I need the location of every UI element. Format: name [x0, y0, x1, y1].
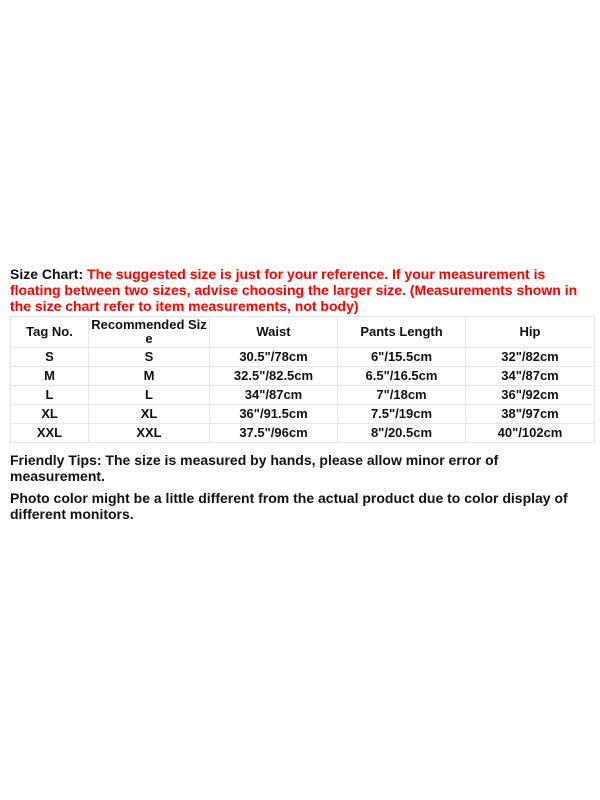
cell-hip: 36"/92cm [466, 386, 595, 405]
cell-waist: 37.5"/96cm [210, 424, 338, 443]
cell-waist: 30.5"/78cm [210, 348, 338, 367]
size-chart-document [10, 266, 594, 522]
table-row [11, 424, 595, 443]
photo-color-note: Photo color might be a little different from the actual product due to color display of different monitors. [10, 490, 568, 522]
friendly-tips: Friendly Tips: The size is measured by hands, please allow minor error of measurement. [10, 452, 499, 484]
cell-tag-no: XL [11, 405, 89, 424]
table-row [11, 386, 595, 405]
cell-waist: 32.5"/82.5cm [210, 367, 338, 386]
cell-tag-no: L [11, 386, 89, 405]
table-row [11, 405, 595, 424]
size-chart-note: The suggested size is just for your reference. If your measurement is floating between two sizes, advise choosing the larger size. (Measurements shown in the size chart refer to item measurements, not body) [10, 266, 578, 314]
table-row [11, 348, 595, 367]
cell-tag-no: S [11, 348, 89, 367]
cell-tag-no: XXL [11, 424, 89, 443]
cell-pants-length: 7"/18cm [338, 386, 466, 405]
cell-hip: 38"/97cm [466, 405, 595, 424]
size-chart-label: Size Chart: [10, 266, 84, 282]
header-hip: Hip [466, 317, 595, 348]
size-chart-intro [10, 266, 594, 314]
cell-recommended-size: L [89, 386, 210, 405]
header-tag-no: Tag No. [11, 317, 89, 348]
header-pants-length: Pants Length [338, 317, 466, 348]
cell-tag-no: M [11, 367, 89, 386]
cell-hip: 32"/82cm [466, 348, 595, 367]
table-header-row [11, 317, 595, 348]
header-recommended-size: Recommended Size [89, 317, 210, 348]
cell-pants-length: 6"/15.5cm [338, 348, 466, 367]
cell-recommended-size: S [89, 348, 210, 367]
cell-pants-length: 8"/20.5cm [338, 424, 466, 443]
cell-recommended-size: M [89, 367, 210, 386]
cell-pants-length: 6.5"/16.5cm [338, 367, 466, 386]
table-row [11, 367, 595, 386]
cell-waist: 34"/87cm [210, 386, 338, 405]
size-chart-table [10, 316, 595, 443]
cell-waist: 36"/91.5cm [210, 405, 338, 424]
cell-recommended-size: XL [89, 405, 210, 424]
cell-recommended-size: XXL [89, 424, 210, 443]
cell-hip: 40"/102cm [466, 424, 595, 443]
cell-hip: 34"/87cm [466, 367, 595, 386]
cell-pants-length: 7.5"/19cm [338, 405, 466, 424]
header-waist: Waist [210, 317, 338, 348]
